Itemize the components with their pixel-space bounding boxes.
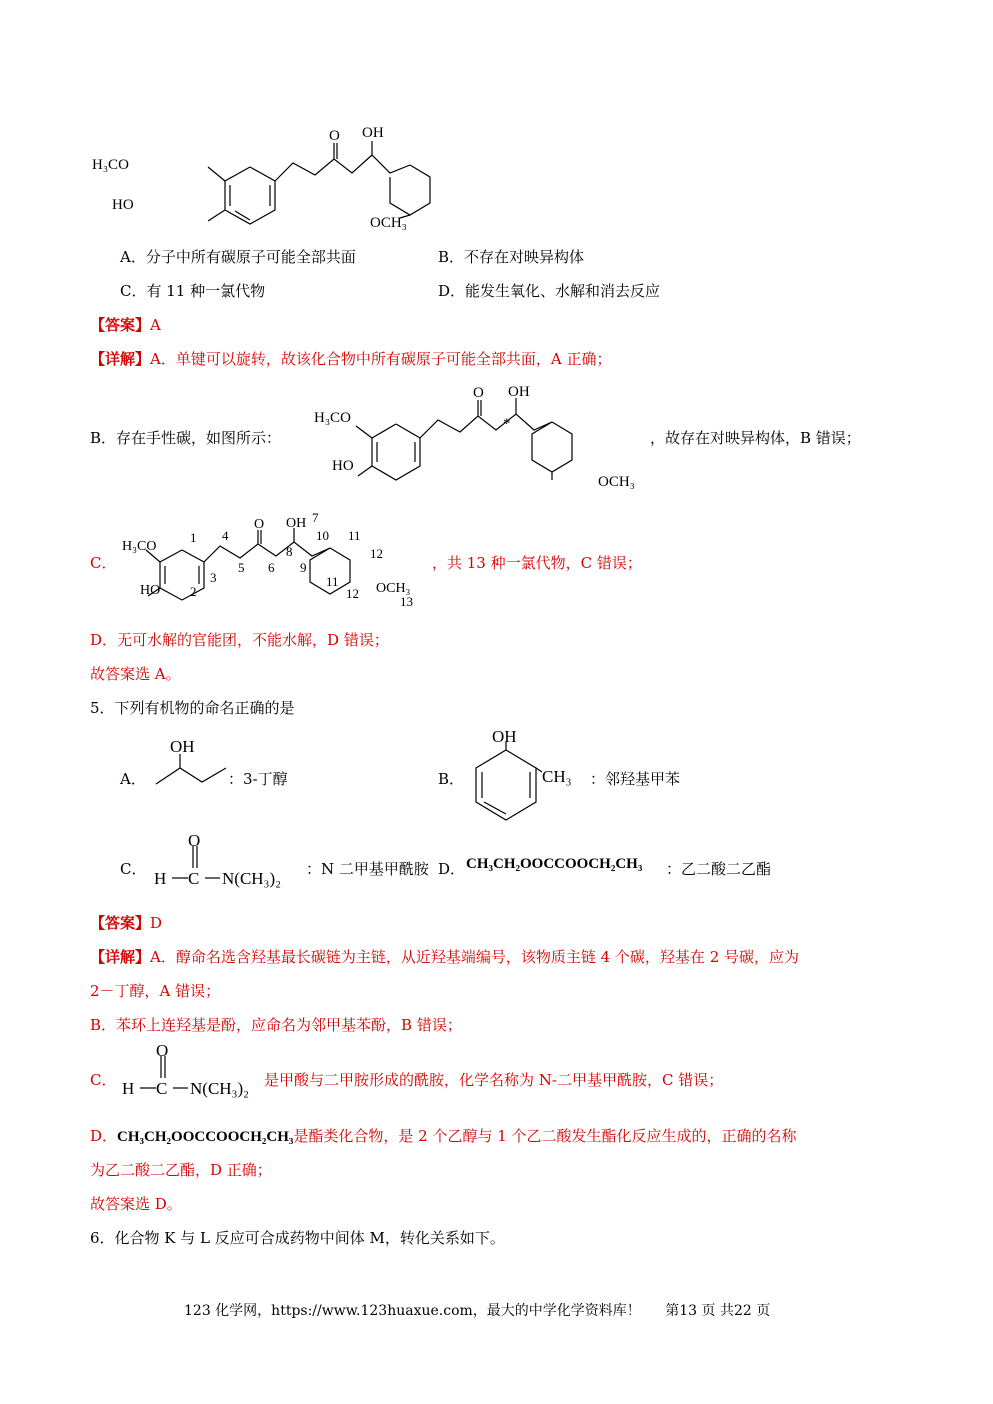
amide-structure: [150, 831, 310, 890]
q5-detail-a1: [90, 946, 799, 967]
detail-tag: 【详解】: [90, 948, 151, 966]
q4-numbered-structure: [120, 510, 440, 610]
h3co-label: H₃CO: [122, 539, 157, 554]
amide-c: C: [188, 869, 200, 888]
q5-option-d-formula: CH₃CH₂OOCCOOCH₂CH₃: [466, 856, 643, 872]
q4-option-a: A．分子中所有碳原子可能全部共面: [120, 248, 356, 266]
footer-site: 123 化学网，https://www.123huaxue.com，最大的中学化学资料库！: [184, 1303, 641, 1319]
q5-answer: [90, 912, 162, 933]
answer-tag: 【答案】: [90, 316, 151, 334]
carbonyl-o-label: O: [254, 517, 265, 532]
num-2: 2: [190, 584, 197, 599]
h3co-label: H₃CO: [314, 410, 351, 426]
num-10: 10: [316, 528, 329, 543]
q4-chiral-structure: [312, 382, 652, 492]
q4-option-c: C．有 11 种一氯代物: [120, 282, 266, 300]
num-11a: 11: [348, 528, 361, 543]
num-7: 7: [312, 510, 319, 525]
q5-detail-c-prefix: C．: [90, 1071, 117, 1089]
phenol-structure: [462, 728, 602, 828]
amide-structure-detail: [118, 1041, 278, 1100]
q5-detail-b: B．苯环上连羟基是酚，应命名为邻甲基苯酚，B 错误；: [90, 1016, 462, 1034]
q4-conclusion: 故答案选 A。: [90, 665, 181, 683]
carbonyl-o-label: O: [329, 128, 340, 144]
q5-option-c-label: C．: [120, 860, 147, 878]
hydroxyl-label: OH: [362, 125, 384, 141]
q5-conclusion: 故答案选 D。: [90, 1195, 182, 1213]
detail-a1-text: A．醇命名选含羟基最长碳链为主链，从近羟基端编号，该物质主链 4 个碳，羟基在 2 号碳，应为: [150, 948, 800, 966]
q4-detail-b-prefix: B．存在手性碳，如图所示：: [90, 429, 282, 447]
q6-stem: 6．化合物 K 与 L 反应可合成药物中间体 M，转化关系如下。: [90, 1229, 505, 1247]
q5-detail-c-suffix: 是甲酸与二甲胺形成的酰胺，化学名称为 N-二甲基甲酰胺，C 错误；: [264, 1071, 724, 1089]
num-11b: 11: [326, 574, 339, 589]
num-12a: 12: [370, 546, 383, 561]
ho-label: HO: [332, 458, 354, 474]
amide-c: C: [156, 1079, 168, 1098]
num-4: 4: [222, 528, 229, 543]
q4-detail-c-suffix: ，共 13 种一氯代物，C 错误；: [432, 554, 642, 572]
detail-d-prefix: D．: [90, 1127, 118, 1145]
och3-label: OCH₃: [598, 474, 635, 490]
amide-h: H: [122, 1079, 135, 1098]
num-1: 1: [190, 530, 197, 545]
q5-stem: 5．下列有机物的命名正确的是: [90, 699, 295, 717]
detail-d-formula: CH₃CH₂OOCCOOCH₂CH₃: [117, 1129, 294, 1145]
phenol-oh-label: OH: [492, 727, 517, 746]
och3-label: OCH₃: [370, 215, 407, 231]
page-number: 第13 页 共22 页: [665, 1303, 771, 1319]
q5-option-b-name: ：邻羟基甲苯: [590, 770, 681, 788]
answer-value: A: [150, 316, 161, 334]
amide-n: N(CH₃)₂: [222, 869, 282, 888]
num-6: 6: [268, 560, 275, 575]
q5-detail-d2: 为乙二酸二乙酯，D 正确；: [90, 1161, 272, 1179]
carbonyl-o-label: O: [473, 385, 484, 401]
q4-answer: [90, 314, 161, 335]
answer-value: D: [150, 914, 163, 932]
ho-label: HO: [112, 197, 134, 213]
hydroxyl-label: OH: [286, 516, 307, 531]
q5-option-a-name: ：3-丁醇: [228, 770, 288, 788]
num-12b: 12: [346, 586, 359, 601]
q4-detail-c-prefix: C．: [90, 554, 117, 572]
q5-detail-d-line: [90, 1125, 797, 1146]
q4-ring2: [90, 125, 430, 235]
q5-detail-a2: 2－丁醇，A 错误；: [90, 982, 221, 1000]
q5-option-c-name: ：N 二甲基甲酰胺: [306, 860, 429, 878]
footer: [184, 1300, 770, 1320]
q4-detail-b-suffix: ，故存在对映异构体，B 错误；: [650, 429, 861, 447]
detail-d-suffix: 是酯类化合物，是 2 个乙醇与 1 个乙二酸发生酯化反应生成的，正确的名称: [293, 1127, 797, 1145]
ho-label: HO: [140, 583, 161, 598]
amide-h: H: [154, 869, 167, 888]
h3co-label: H₃CO: [92, 157, 129, 173]
num-13: 13: [400, 594, 413, 609]
oh-label: OH: [170, 737, 195, 756]
q4-option-b: B．不存在对映异构体: [438, 248, 585, 266]
num-5: 5: [238, 560, 245, 575]
q5-option-a-label: A．: [120, 770, 146, 788]
hydroxyl-label: OH: [508, 384, 530, 400]
num-9: 9: [300, 560, 307, 575]
num-3: 3: [210, 570, 217, 585]
och3-label: OCH₃: [376, 581, 411, 596]
q4-detail-a: [90, 348, 611, 369]
amide-o: O: [156, 1041, 169, 1060]
q4-option-d: D．能发生氧化、水解和消去反应: [438, 282, 661, 300]
num-8: 8: [286, 544, 293, 559]
q5-option-b-label: B．: [438, 770, 465, 788]
amide-o: O: [188, 831, 201, 850]
answer-tag: 【答案】: [90, 914, 151, 932]
q5-option-d-label: D．: [438, 860, 466, 878]
phenol-ch3-label: CH₃: [542, 767, 572, 786]
q4-detail-d: D．无可水解的官能团，不能水解，D 错误；: [90, 631, 389, 649]
amide-n: N(CH₃)₂: [190, 1079, 250, 1098]
detail-a-text: A．单键可以旋转，故该化合物中所有碳原子可能全部共面，A 正确；: [150, 350, 612, 368]
detail-tag: 【详解】: [90, 350, 151, 368]
chiral-star: *: [503, 416, 511, 432]
q5-option-d-name: ：乙二酸二乙酯: [666, 860, 772, 878]
butanol-structure: [152, 736, 232, 796]
